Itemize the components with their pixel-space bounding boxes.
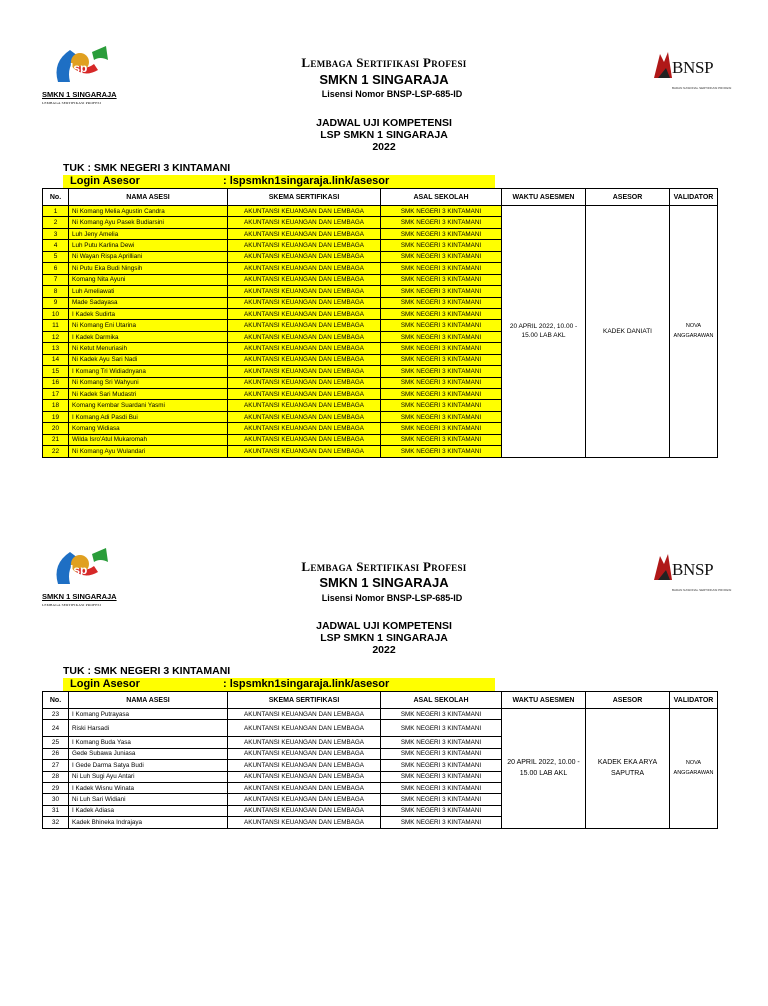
col-sekolah: ASAL SEKOLAH <box>381 189 502 206</box>
row-skema: AKUNTANSI KEUANGAN DAN LEMBAGA <box>228 217 381 228</box>
login-label: Login Asesor <box>70 175 140 187</box>
table-row <box>43 709 718 720</box>
row-skema: AKUNTANSI KEUANGAN DAN LEMBAGA <box>228 389 381 400</box>
row-no: 32 <box>43 817 69 828</box>
row-sekolah: SMK NEGERI 3 KINTAMANI <box>381 423 502 434</box>
row-sekolah: SMK NEGERI 3 KINTAMANI <box>381 217 502 228</box>
col-sekolah: ASAL SEKOLAH <box>381 692 502 709</box>
row-skema: AKUNTANSI KEUANGAN DAN LEMBAGA <box>228 308 381 319</box>
row-no: 23 <box>43 709 69 720</box>
row-name: Made Sadayasa <box>69 297 228 308</box>
row-skema: AKUNTANSI KEUANGAN DAN LEMBAGA <box>228 240 381 251</box>
table-row <box>43 206 718 217</box>
row-name: Ni Komang Sri Wahyuni <box>69 377 228 388</box>
row-name: Ni Komang Melia Agustin Candra <box>69 206 228 217</box>
table-header-row <box>43 189 718 206</box>
row-sekolah: SMK NEGERI 3 KINTAMANI <box>381 794 502 805</box>
row-name: I Kadek Wisnu Winata <box>69 782 228 793</box>
row-name: Ni Luh Sari Widiani <box>69 794 228 805</box>
row-skema: AKUNTANSI KEUANGAN DAN LEMBAGA <box>228 709 381 720</box>
col-asesor: ASESOR <box>586 692 670 709</box>
row-no: 11 <box>43 320 69 331</box>
row-no: 14 <box>43 354 69 365</box>
row-sekolah: SMK NEGERI 3 KINTAMANI <box>381 206 502 217</box>
row-sekolah: SMK NEGERI 3 KINTAMANI <box>381 251 502 262</box>
row-sekolah: SMK NEGERI 3 KINTAMANI <box>381 308 502 319</box>
lsp-subcaption: LEMBAGA SERTIFIKASI PROFESI <box>42 603 102 607</box>
row-skema: AKUNTANSI KEUANGAN DAN LEMBAGA <box>228 343 381 354</box>
schedule-line-2: LSP SMKN 1 SINGARAJA <box>320 129 448 141</box>
row-skema: AKUNTANSI KEUANGAN DAN LEMBAGA <box>228 748 381 759</box>
schedule-table-2 <box>42 691 718 829</box>
row-no: 2 <box>43 217 69 228</box>
schedule-title <box>0 117 768 153</box>
row-sekolah: SMK NEGERI 3 KINTAMANI <box>381 411 502 422</box>
schedule-line-1: JADWAL UJI KOMPETENSI <box>316 117 452 129</box>
row-sekolah: SMK NEGERI 3 KINTAMANI <box>381 343 502 354</box>
org-title: Lembaga Sertifikasi Profesi <box>301 559 467 574</box>
row-sekolah: SMK NEGERI 3 KINTAMANI <box>381 228 502 239</box>
row-name: I Komang Putrayasa <box>69 709 228 720</box>
org-title: Lembaga Sertifikasi Profesi <box>301 55 467 70</box>
row-skema: AKUNTANSI KEUANGAN DAN LEMBAGA <box>228 366 381 377</box>
row-no: 1 <box>43 206 69 217</box>
row-sekolah: SMK NEGERI 3 KINTAMANI <box>381 760 502 771</box>
row-sekolah: SMK NEGERI 3 KINTAMANI <box>381 446 502 457</box>
asesor-name: KADEK DANIATI <box>586 206 670 458</box>
row-skema: AKUNTANSI KEUANGAN DAN LEMBAGA <box>228 737 381 748</box>
row-skema: AKUNTANSI KEUANGAN DAN LEMBAGA <box>228 771 381 782</box>
lsp-subcaption: LEMBAGA SERTIFIKASI PROFESI <box>42 101 102 105</box>
row-name: Ni Komang Eni Utarina <box>69 320 228 331</box>
row-sekolah: SMK NEGERI 3 KINTAMANI <box>381 737 502 748</box>
row-name: I Komang Tri Widiadnyana <box>69 366 228 377</box>
row-no: 31 <box>43 805 69 816</box>
row-skema: AKUNTANSI KEUANGAN DAN LEMBAGA <box>228 377 381 388</box>
row-sekolah: SMK NEGERI 3 KINTAMANI <box>381 274 502 285</box>
row-skema: AKUNTANSI KEUANGAN DAN LEMBAGA <box>228 228 381 239</box>
row-no: 24 <box>43 720 69 737</box>
row-name: I Kadek Sudirta <box>69 308 228 319</box>
row-sekolah: SMK NEGERI 3 KINTAMANI <box>381 782 502 793</box>
schedule-line-1: JADWAL UJI KOMPETENSI <box>316 620 452 632</box>
row-sekolah: SMK NEGERI 3 KINTAMANI <box>381 286 502 297</box>
row-no: 20 <box>43 423 69 434</box>
row-no: 17 <box>43 389 69 400</box>
row-name: I Kadek Adiasa <box>69 805 228 816</box>
row-name: I Komang Adi Pasdi Bui <box>69 411 228 422</box>
row-sekolah: SMK NEGERI 3 KINTAMANI <box>381 817 502 828</box>
col-asesor: ASESOR <box>586 189 670 206</box>
col-no: No. <box>43 692 69 709</box>
row-no: 7 <box>43 274 69 285</box>
row-sekolah: SMK NEGERI 3 KINTAMANI <box>381 297 502 308</box>
col-name: NAMA ASESI <box>69 189 228 206</box>
lsp-caption: SMKN 1 SINGARAJA <box>42 592 117 601</box>
row-skema: AKUNTANSI KEUANGAN DAN LEMBAGA <box>228 782 381 793</box>
validator-name: NOVA ANGGARAWAN <box>670 709 718 829</box>
row-skema: AKUNTANSI KEUANGAN DAN LEMBAGA <box>228 794 381 805</box>
row-skema: AKUNTANSI KEUANGAN DAN LEMBAGA <box>228 354 381 365</box>
login-label: Login Asesor <box>70 678 140 690</box>
col-skema: SKEMA SERTIFIKASI <box>228 692 381 709</box>
row-sekolah: SMK NEGERI 3 KINTAMANI <box>381 366 502 377</box>
schedule-line-3: 2022 <box>372 141 396 153</box>
school-name: SMKN 1 SINGARAJA <box>319 72 449 87</box>
row-name: Riski Harsadi <box>69 720 228 737</box>
row-no: 22 <box>43 446 69 457</box>
col-name: NAMA ASESI <box>69 692 228 709</box>
row-skema: AKUNTANSI KEUANGAN DAN LEMBAGA <box>228 400 381 411</box>
svg-text:lsp: lsp <box>70 61 88 75</box>
asesor-name: KADEK EKA ARYA SAPUTRA <box>586 709 670 829</box>
row-no: 4 <box>43 240 69 251</box>
row-skema: AKUNTANSI KEUANGAN DAN LEMBAGA <box>228 297 381 308</box>
row-name: Ni Komang Ayu Wulandari <box>69 446 228 457</box>
row-name: I Kadek Darmika <box>69 331 228 342</box>
bnsp-text: BNSP <box>672 560 714 579</box>
row-skema: AKUNTANSI KEUANGAN DAN LEMBAGA <box>228 805 381 816</box>
row-skema: AKUNTANSI KEUANGAN DAN LEMBAGA <box>228 263 381 274</box>
row-name: I Gede Darma Satya Budi <box>69 760 228 771</box>
login-asesor-bar <box>63 678 495 691</box>
row-skema: AKUNTANSI KEUANGAN DAN LEMBAGA <box>228 274 381 285</box>
row-sekolah: SMK NEGERI 3 KINTAMANI <box>381 331 502 342</box>
row-sekolah: SMK NEGERI 3 KINTAMANI <box>381 389 502 400</box>
row-name: Ni Ketut Menuriasih <box>69 343 228 354</box>
row-name: I Komang Buda Yasa <box>69 737 228 748</box>
row-sekolah: SMK NEGERI 3 KINTAMANI <box>381 805 502 816</box>
row-skema: AKUNTANSI KEUANGAN DAN LEMBAGA <box>228 331 381 342</box>
col-no: No. <box>43 189 69 206</box>
row-no: 3 <box>43 228 69 239</box>
row-skema: AKUNTANSI KEUANGAN DAN LEMBAGA <box>228 411 381 422</box>
row-name: Gede Subawa Juniasa <box>69 748 228 759</box>
row-no: 21 <box>43 434 69 445</box>
row-sekolah: SMK NEGERI 3 KINTAMANI <box>381 434 502 445</box>
row-sekolah: SMK NEGERI 3 KINTAMANI <box>381 720 502 737</box>
row-name: Ni Putu Eka Budi Ningsih <box>69 263 228 274</box>
row-sekolah: SMK NEGERI 3 KINTAMANI <box>381 709 502 720</box>
row-no: 30 <box>43 794 69 805</box>
login-url: : lspsmkn1singaraja.link/asesor <box>223 678 390 690</box>
col-waktu: WAKTU ASESMEN <box>502 189 586 206</box>
row-name: Komang Widiasa <box>69 423 228 434</box>
row-skema: AKUNTANSI KEUANGAN DAN LEMBAGA <box>228 251 381 262</box>
row-sekolah: SMK NEGERI 3 KINTAMANI <box>381 377 502 388</box>
row-no: 15 <box>43 366 69 377</box>
row-name: Ni Wayan Rispa Aprilliani <box>69 251 228 262</box>
row-name: Ni Kadek Sari Mudastri <box>69 389 228 400</box>
row-no: 6 <box>43 263 69 274</box>
col-validator: VALIDATOR <box>670 692 718 709</box>
row-no: 5 <box>43 251 69 262</box>
row-name: Kadek Bhineka Indrajaya <box>69 817 228 828</box>
row-no: 13 <box>43 343 69 354</box>
row-skema: AKUNTANSI KEUANGAN DAN LEMBAGA <box>228 760 381 771</box>
schedule-line-2: LSP SMKN 1 SINGARAJA <box>320 632 448 644</box>
bnsp-subcaption: BADAN NASIONAL SERTIFIKASI PROFESI <box>672 588 732 592</box>
tuk-label: TUK : SMK NEGERI 3 KINTAMANI <box>63 665 231 677</box>
row-sekolah: SMK NEGERI 3 KINTAMANI <box>381 748 502 759</box>
row-name: Ni Kadek Ayu Sari Nadi <box>69 354 228 365</box>
row-name: Komang Nita Ayuni <box>69 274 228 285</box>
col-validator: VALIDATOR <box>670 189 718 206</box>
row-skema: AKUNTANSI KEUANGAN DAN LEMBAGA <box>228 446 381 457</box>
login-asesor-bar <box>63 175 495 188</box>
row-sekolah: SMK NEGERI 3 KINTAMANI <box>381 771 502 782</box>
row-name: Luh Ameliawati <box>69 286 228 297</box>
login-url: : lspsmkn1singaraja.link/asesor <box>223 175 390 187</box>
row-sekolah: SMK NEGERI 3 KINTAMANI <box>381 400 502 411</box>
svg-text:lsp: lsp <box>70 563 88 577</box>
row-name: Ni Luh Sugi Ayu Antari <box>69 771 228 782</box>
row-no: 28 <box>43 771 69 782</box>
lsp-caption: SMKN 1 SINGARAJA <box>42 90 117 99</box>
row-skema: AKUNTANSI KEUANGAN DAN LEMBAGA <box>228 434 381 445</box>
row-skema: AKUNTANSI KEUANGAN DAN LEMBAGA <box>228 817 381 828</box>
schedule-table-1 <box>42 188 718 458</box>
row-sekolah: SMK NEGERI 3 KINTAMANI <box>381 263 502 274</box>
bnsp-subcaption: BADAN NASIONAL SERTIFIKASI PROFESI <box>672 86 732 90</box>
tuk-label: TUK : SMK NEGERI 3 KINTAMANI <box>63 162 231 174</box>
row-no: 19 <box>43 411 69 422</box>
row-sekolah: SMK NEGERI 3 KINTAMANI <box>381 320 502 331</box>
row-name: Luh Jeny Amelia <box>69 228 228 239</box>
row-name: Komang Kembar Suardani Yasmi <box>69 400 228 411</box>
row-no: 27 <box>43 760 69 771</box>
row-no: 8 <box>43 286 69 297</box>
row-sekolah: SMK NEGERI 3 KINTAMANI <box>381 354 502 365</box>
license-number: Lisensi Nomor BNSP-LSP-685-ID <box>321 593 463 603</box>
waktu-asesmen: 20 APRIL 2022, 10.00 - 15.00 LAB AKL <box>502 709 586 829</box>
schedule-line-3: 2022 <box>372 644 396 656</box>
row-no: 12 <box>43 331 69 342</box>
row-skema: AKUNTANSI KEUANGAN DAN LEMBAGA <box>228 320 381 331</box>
row-no: 10 <box>43 308 69 319</box>
row-skema: AKUNTANSI KEUANGAN DAN LEMBAGA <box>228 206 381 217</box>
row-no: 16 <box>43 377 69 388</box>
validator-name: NOVA ANGGARAWAN <box>670 206 718 458</box>
bnsp-text: BNSP <box>672 58 714 77</box>
row-name: Luh Putu Karlina Dewi <box>69 240 228 251</box>
waktu-asesmen: 20 APRIL 2022, 10.00 - 15.00 LAB AKL <box>502 206 586 458</box>
row-no: 29 <box>43 782 69 793</box>
table-header-row <box>43 692 718 709</box>
row-no: 25 <box>43 737 69 748</box>
row-no: 18 <box>43 400 69 411</box>
schedule-title <box>0 620 768 656</box>
row-name: Wilda Isro'Atul Mukaromah <box>69 434 228 445</box>
row-sekolah: SMK NEGERI 3 KINTAMANI <box>381 240 502 251</box>
row-no: 9 <box>43 297 69 308</box>
row-no: 26 <box>43 748 69 759</box>
row-skema: AKUNTANSI KEUANGAN DAN LEMBAGA <box>228 423 381 434</box>
school-name: SMKN 1 SINGARAJA <box>319 575 449 590</box>
row-skema: AKUNTANSI KEUANGAN DAN LEMBAGA <box>228 286 381 297</box>
row-name: Ni Komang Ayu Pasek Budiarsini <box>69 217 228 228</box>
col-waktu: WAKTU ASESMEN <box>502 692 586 709</box>
col-skema: SKEMA SERTIFIKASI <box>228 189 381 206</box>
license-number: Lisensi Nomor BNSP-LSP-685-ID <box>321 89 463 99</box>
row-skema: AKUNTANSI KEUANGAN DAN LEMBAGA <box>228 720 381 737</box>
